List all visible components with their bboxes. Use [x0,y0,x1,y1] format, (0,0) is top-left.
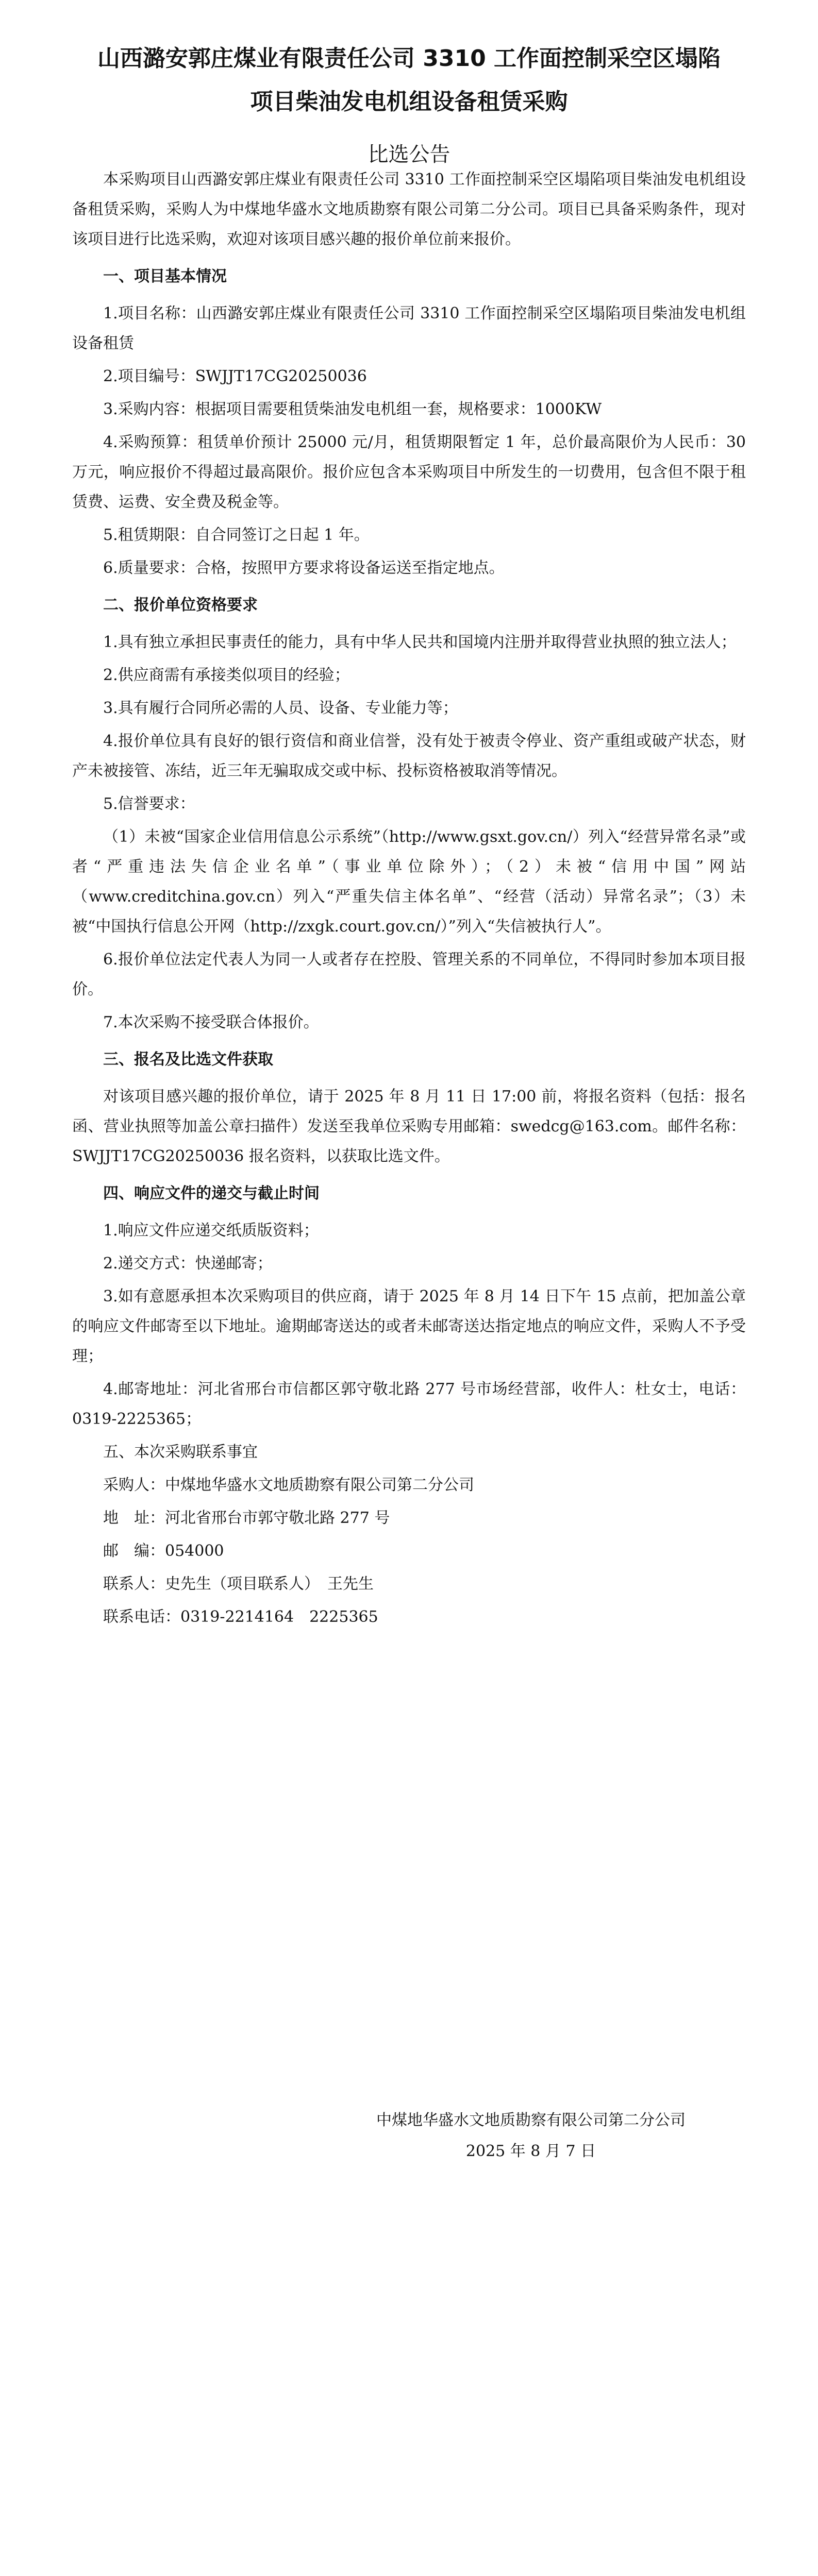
section-5-item: 采购人：中煤地华盛水文地质勘察有限公司第二分公司 [103,1476,474,1494]
section-2-item: 6.报价单位法定代表人为同一人或者存在控股、管理关系的不同单位，不得同时参加本项目报价。 [72,951,746,998]
section-2-item: （1）未被“国家企业信用信息公示系统”（http://www.gsxt.gov.cn/）列入“经营异常名录”或者“严重违法失信企业名单”（事业单位除外）；（2）未被“信用中国”网站（www.creditchina.gov.cn）列入“严重失信主体名单”、“经营（活动）异常名录”；（3）未被“中国执行信息公开网（http://zxgk.court.gov.cn/）”列入“失信被执行人”。 [72,828,746,936]
section-2-item: 2.供应商需有承接类似项目的经验； [103,666,350,684]
section-2-item: 4.报价单位具有良好的银行资信和商业信誉，没有处于被责令停业、资产重组或破产状态，财产未被接管、冻结，近三年无骗取成交或中标、投标资格被取消等情况。 [72,732,746,780]
section-2-heading: 二、报价单位资格要求 [103,596,258,614]
section-2-item: 3.具有履行合同所必需的人员、设备、专业能力等； [103,699,458,717]
section-3-text: 对该项目感兴趣的报价单位，请于 2025 年 8 月 11 日 17:00 前，将报名资料（包括：报名函、营业执照等加盖公章扫描件）发送至我单位采购专用邮箱：swedcg@163.com。邮件名称：SWJJT17CG20250036 报名资料，以获取比选文件。 [72,1088,746,1165]
signature-date: 2025 年 8 月 7 日 [465,2142,596,2160]
document-title-line-2: 项目柴油发电机组设备租赁采购 [250,89,568,115]
intro-paragraph: 本采购项目山西潞安郭庄煤业有限责任公司 3310 工作面控制采空区塌陷项目柴油发电机组设备租赁采购，采购人为中煤地华盛水文地质勘察有限公司第二分公司。项目已具备采购条件，现对该项目进行比选采购，欢迎对该项目感兴趣的报价单位前来报价。 [72,171,746,248]
announcement-body [72,165,746,1635]
section-4-item: 3.如有意愿承担本次采购项目的供应商，请于 2025 年 8 月 14 日下午 15 点前，把加盖公章的响应文件邮寄至以下地址。逾期邮寄送达的或者未邮寄送达指定地点的响应文件，采购人不予受理； [72,1287,746,1365]
document-title-line-1: 山西潞安郭庄煤业有限责任公司 3310 工作面控制采空区塌陷 [97,45,721,72]
document-subtitle: 比选公告 [368,143,450,166]
signature-company: 中煤地华盛水文地质勘察有限公司第二分公司 [376,2111,686,2129]
section-2-item: 1.具有独立承担民事责任的能力，具有中华人民共和国境内注册并取得营业执照的独立法人； [103,633,737,651]
section-5-item: 联系人：史先生（项目联系人） 王先生 [103,1575,374,1593]
section-5-item: 邮 编：054000 [103,1542,224,1560]
section-1-item: 1.项目名称：山西潞安郭庄煤业有限责任公司 3310 工作面控制采空区塌陷项目柴油发电机组设备租赁 [72,304,746,352]
section-1-item: 2.项目编号：SWJJT17CG20250036 [103,367,367,385]
section-2-item: 5.信誉要求： [103,795,195,813]
section-2-item: 7.本次采购不接受联合体报价。 [103,1013,319,1031]
section-4-item: 1.响应文件应递交纸质版资料； [103,1222,319,1240]
section-4-item: 4.邮寄地址：河北省邢台市信都区郭守敬北路 277 号市场经营部，收件人：杜女士，电话：0319-2225365； [72,1380,746,1428]
section-1-heading: 一、项目基本情况 [103,267,227,285]
section-4-heading: 四、响应文件的递交与截止时间 [103,1184,320,1202]
section-4-item: 2.递交方式：快递邮寄； [103,1255,273,1273]
section-5-heading: 五、本次采购联系事宜 [103,1443,258,1461]
section-3-heading: 三、报名及比选文件获取 [103,1050,273,1069]
section-1-item: 3.采购内容：根据项目需要租赁柴油发电机组一套，规格要求：1000KW [103,400,602,418]
section-1-item: 5.租赁期限：自合同签订之日起 1 年。 [103,526,370,544]
section-1-item: 4.采购预算：租赁单价预计 25000 元/月，租赁期限暂定 1 年，总价最高限价为人民币：30 万元，响应报价不得超过最高限价。报价应包含本采购项目中所发生的一切费用，包含但不限于租赁费、运费、安全费及税金等。 [72,433,746,511]
section-5-item: 地 址：河北省邢台市郭守敬北路 277 号 [103,1509,390,1527]
section-5-item: 联系电话：0319-2214164 2225365 [103,1608,378,1626]
section-1-item: 6.质量要求：合格，按照甲方要求将设备运送至指定地点。 [103,559,505,577]
